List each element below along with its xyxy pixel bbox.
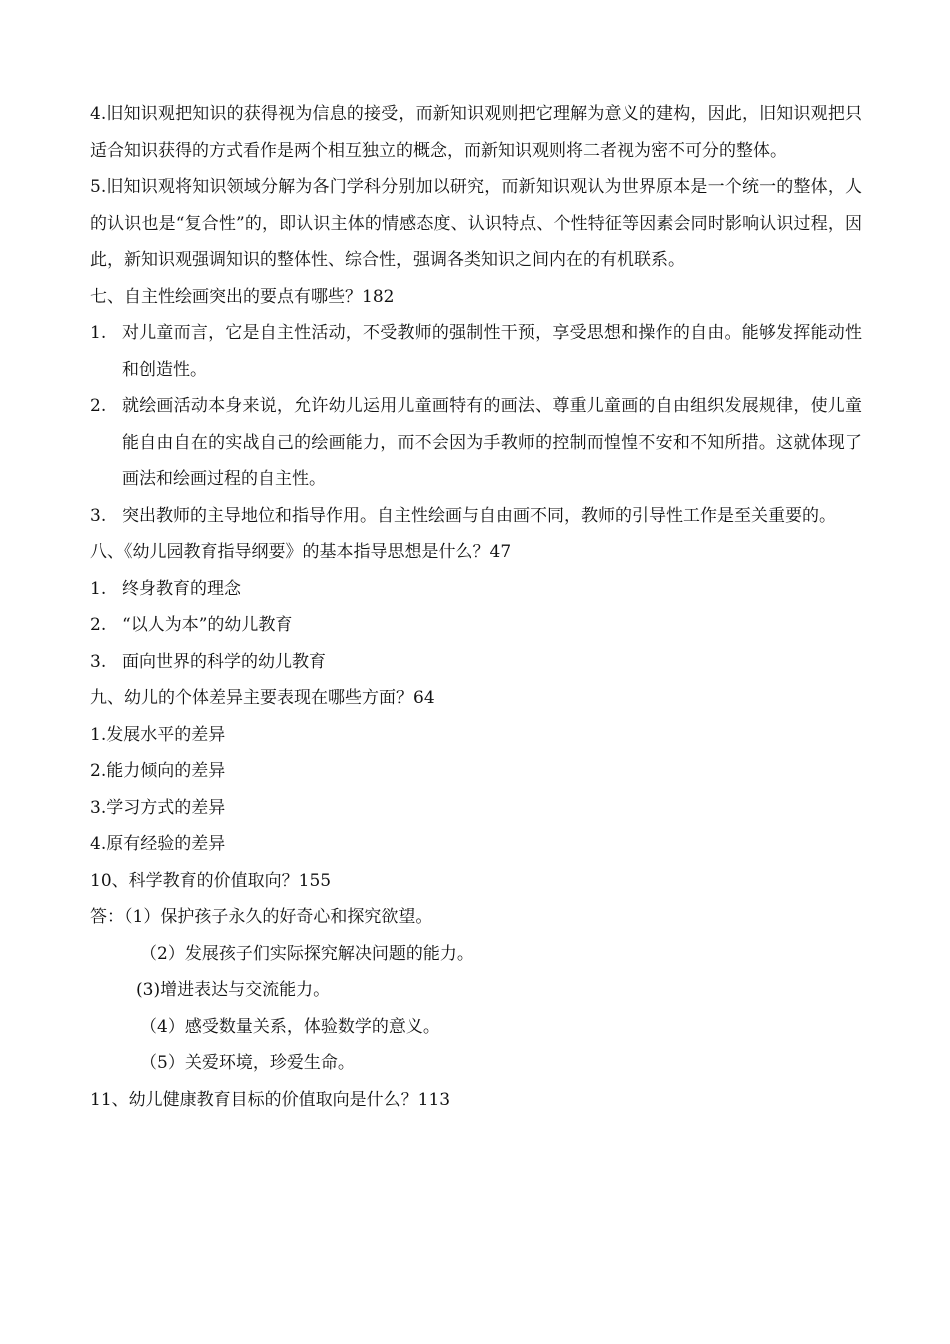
list-item: 2.能力倾向的差异 <box>90 761 226 781</box>
answer-line: （5）关爱环境，珍爱生命。 <box>140 1053 355 1073</box>
list-number: 2. <box>90 396 107 416</box>
answer-line: (3)增进表达与交流能力。 <box>136 980 331 1000</box>
list-item <box>90 388 862 498</box>
list-number: 1. <box>90 578 107 599</box>
list-text: 突出教师的主导地位和指导作用。自主性绘画与自由画不同，教师的引导性工作是至关重要的。 <box>122 505 836 526</box>
list-item <box>90 498 862 535</box>
answer-line: 答：（1）保护孩子永久的好奇心和探究欲望。 <box>90 907 433 927</box>
answer-line: （4）感受数量关系，体验数学的意义。 <box>140 1016 440 1037</box>
list-item <box>90 315 862 388</box>
answer-line: （2）发展孩子们实际探究解决问题的能力。 <box>140 943 474 964</box>
question-11-title: 11、幼儿健康教育目标的价值取向是什么？113 <box>90 1089 451 1110</box>
list-number: 1. <box>90 323 107 343</box>
list-text: 面向世界的科学的幼儿教育 <box>122 651 326 672</box>
list-item: 1.发展水平的差异 <box>90 724 226 745</box>
list-item <box>90 571 862 608</box>
list-item: 4.原有经验的差异 <box>90 834 226 854</box>
list-text: “以人为本”的幼儿教育 <box>122 615 293 635</box>
list-item <box>90 607 862 644</box>
question-7-title: 七、自主性绘画突出的要点有哪些？182 <box>90 286 395 307</box>
paragraph-4: 4.旧知识观把知识的获得视为信息的接受，而新知识观则把它理解为意义的建构，因此，旧知识观把只适合知识获得的方式看作是两个相互独立的概念，而新知识观则将二者视为密不可分的整体。 <box>90 104 862 161</box>
list-number: 3. <box>90 505 107 526</box>
list-item: 3.学习方式的差异 <box>90 797 226 818</box>
list-item <box>90 644 862 681</box>
paragraph-5: 5.旧知识观将知识领域分解为各门学科分别加以研究，而新知识观认为世界原本是一个统一的整体，人的认识也是“复合性”的，即认识主体的情感态度、认识特点、个性特征等因素会同时影响认识过程，因此，新知识观强调知识的整体性、综合性，强调各类知识之间内在的有机联系。 <box>90 177 862 270</box>
question-9-title: 九、幼儿的个体差异主要表现在哪些方面？64 <box>90 688 435 708</box>
list-text: 终身教育的理念 <box>122 578 241 599</box>
list-text: 对儿童而言，它是自主性活动，不受教师的强制性干预，享受思想和操作的自由。能够发挥能动性和创造性。 <box>122 323 862 380</box>
question-8-title: 八、《幼儿园教育指导纲要》的基本指导思想是什么？47 <box>90 542 512 562</box>
document-body <box>90 96 862 1118</box>
list-text: 就绘画活动本身来说，允许幼儿运用儿童画特有的画法、尊重儿童画的自由组织发展规律，使儿童能自由自在的实战自己的绘画能力，而不会因为手教师的控制而惶惶不安和不知所措。这就体现了画法和绘画过程的自主性。 <box>122 396 862 489</box>
question-10-title: 10、科学教育的价值取向？155 <box>90 870 332 891</box>
list-number: 2. <box>90 615 107 635</box>
list-number: 3. <box>90 651 107 672</box>
